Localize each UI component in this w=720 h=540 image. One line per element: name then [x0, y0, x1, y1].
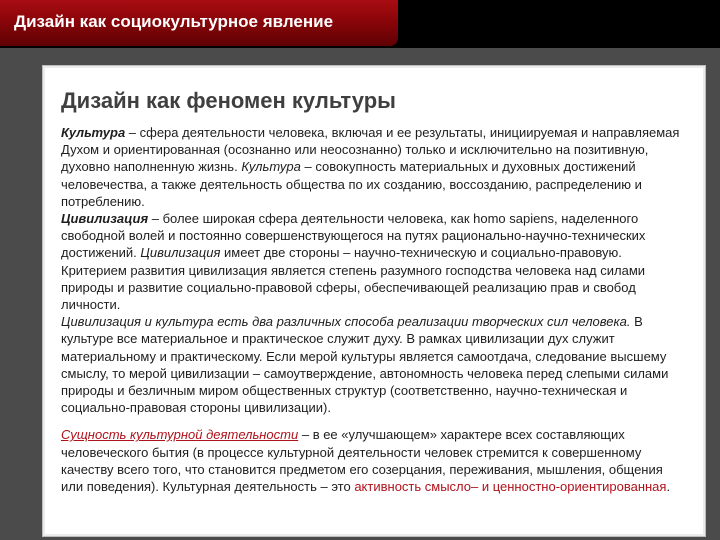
civilization-definition-2: имеет две стороны – научно-техническую и социально-правовую. Критерием развития цивилизация является степень разумного господства человека над силами природы и развитие социально-правовой сферы, обеспечивающей реализацию прав и свобод личности.: [61, 245, 646, 313]
title-tab: [0, 0, 398, 46]
paragraph-civilization: [61, 210, 681, 313]
term-culture: Культура: [61, 125, 126, 140]
term-essence: Сущность культурной деятельности: [61, 427, 299, 443]
content-card: [42, 65, 706, 537]
top-bar: [0, 0, 720, 48]
civilization-definition-1: – более широкая сфера деятельности человека, как homo sapiens, наделенного свободной волей и постоянно совершенствующегося на путях рационально-научно-технических достижений.: [61, 211, 646, 261]
essence-text: – в ее «улучшающем» характере всех составляющих человеческого бытия (в процессе культурной деятельности человек стремится к совершенному качеству всего того, что становится предметом его созерцания, переживания, мышления, общения или поведения). Культурная деятельность – это: [61, 427, 663, 495]
slide-heading: Дизайн как феномен культуры: [61, 88, 396, 113]
culture-definition-2: – совокупность материальных и духовных достижений человечества, а также деятельность общества по их созданию, воссозданию, распределению и потреблению.: [61, 159, 642, 209]
paragraph-essence: [61, 426, 681, 495]
comparison-thesis: Цивилизация и культура есть два различных способа реализации творческих сил человека.: [61, 314, 631, 330]
essence-end: .: [666, 479, 671, 495]
slide-body: [61, 124, 681, 495]
comparison-text: В культуре все материальное и практическое служит духу. В рамках цивилизации дух служит материальному и практическому. Если мерой культуры является самоотдача, следование высшему смыслу, то мерой цивилизации – самоутверждение, автономность человека перед слепыми силами природы и безличным миром общественных структур (соответственно, научно-техническая и социально-правовая стороны цивилизации).: [61, 314, 669, 416]
term-civilization: Цивилизация: [61, 211, 149, 227]
term-culture-2: Культура: [241, 159, 301, 175]
term-civilization-2: Цивилизация: [140, 245, 221, 261]
paragraph-comparison: [61, 313, 681, 416]
presentation-title: Дизайн как социокультурное явление: [14, 12, 334, 31]
essence-accent: активность смысло– и ценностно-ориентированная: [354, 479, 667, 495]
paragraph-culture: [61, 124, 681, 210]
culture-definition-1: – сфера деятельности человека, включая и ее результаты, инициируемая и направляемая Духом и ориентированная (осознанно или неосознанно) только и исключительно на позитивную, духовно наполненную жизнь.: [61, 125, 680, 175]
slide-stage: [0, 48, 720, 540]
